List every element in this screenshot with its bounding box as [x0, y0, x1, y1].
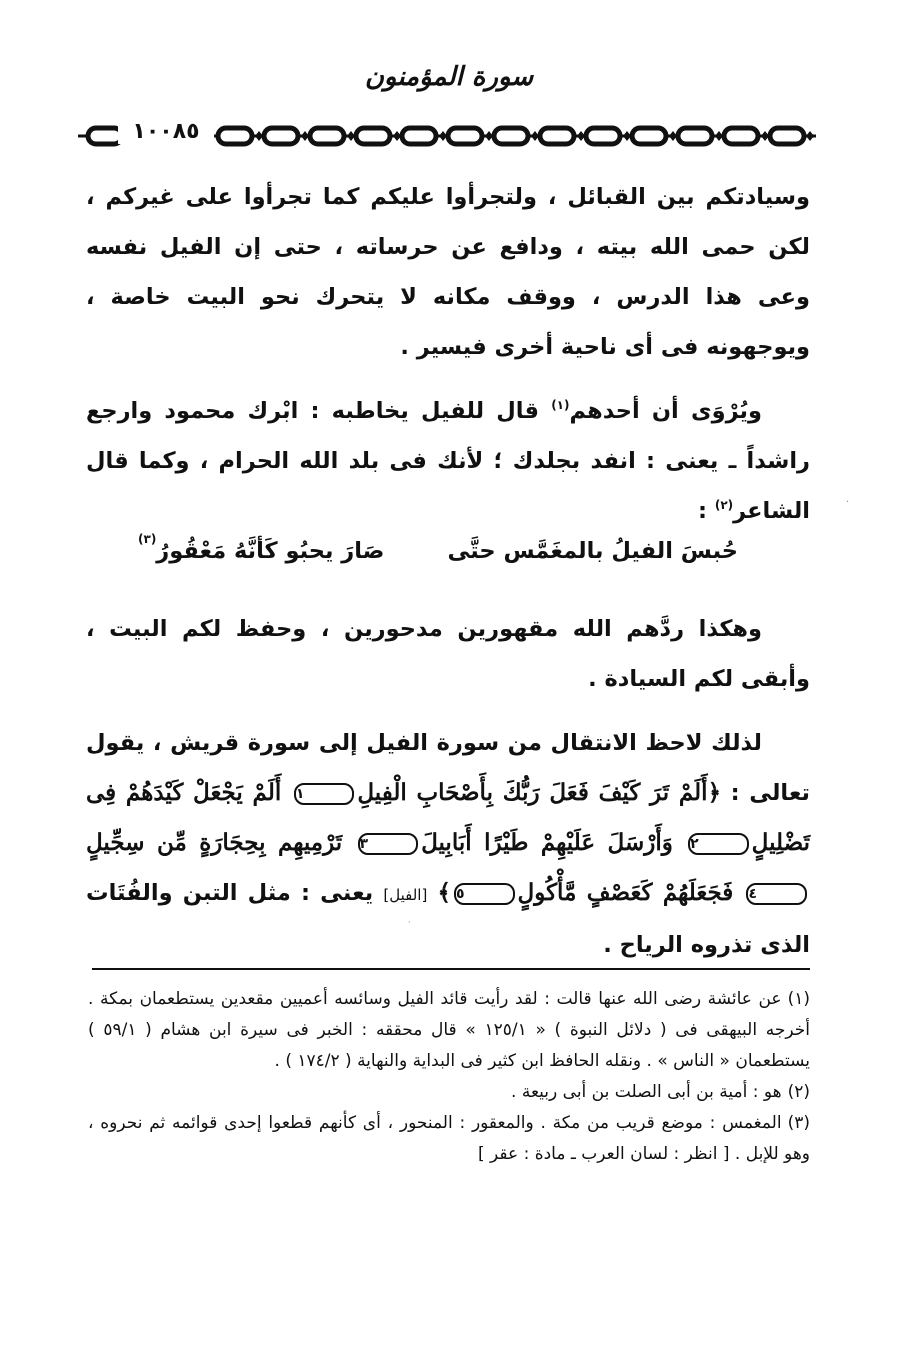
- footnote-1-text: عن عائشة رضى الله عنها قالت : لقد رأيت قائد الفيل وسائسه أعميين مقعدين يستطعمان بمكة . أخرجه البيهقى فى ( دلائل النبوة ) « ١٢٥/١ » قال محققه : الخبر فى سيرة ابن هشام ( ٥٩/١ ) يستطعمان « الناس » . ونقله الحافظ ابن كثير فى البداية والنهاية ( ١٧٤/٢ ) .: [88, 989, 810, 1071]
- paragraph-2-start: ويُرْوَى أن أحدهم: [569, 398, 762, 424]
- footnote-ref-3: (٣): [138, 532, 157, 546]
- ayah-number-1: ١: [294, 783, 355, 805]
- main-text: [86, 172, 810, 970]
- ayah-3: وَأَرْسَلَ عَلَيْهِمْ طَيْرًا أَبَابِيلَ: [421, 829, 673, 856]
- paragraph-2: [86, 386, 810, 536]
- paragraph-4-end: يعنى : مثل التبن والفُتَات الذى تذروه الرياح .: [86, 880, 810, 958]
- scan-speck: ·: [846, 497, 850, 508]
- footnote-ref-1: (١): [551, 398, 570, 412]
- paragraph-1: وسيادتكم بين القبائل ، ولتجرأوا عليكم كما تجرأوا على غيركم ، لكن حمى الله بيته ، ودافع عن حرساته ، حتى إن الفيل نفسه وعى هذا الدرس ، ووقف مكانه لا يتحرك نحو البيت خاصة ، ويوجهونه فى أى ناحية أخرى فيسير .: [86, 184, 810, 360]
- verse-second-hemistich: [138, 532, 385, 564]
- footnote-1: [88, 984, 810, 1077]
- paragraph-4-intro: لذلك لاحظ الانتقال من سورة الفيل إلى سورة قريش ، يقول تعالى :: [86, 730, 811, 806]
- quran-close-bracket: ﴾: [437, 879, 451, 906]
- paragraph-2-end: :: [697, 498, 715, 524]
- ayah-number-5: ٥: [454, 883, 515, 905]
- footnote-2-text: هو : أمية بن أبى الصلت بن أبى ربيعة .: [511, 1082, 782, 1102]
- footnotes: [88, 984, 810, 1170]
- footnote-1-number: (١): [787, 989, 810, 1009]
- ayah-5: فَجَعَلَهُمْ كَعَصْفٍ مَّأْكُولٍ: [517, 879, 734, 906]
- paragraph-4: [86, 718, 810, 970]
- footnote-3: [88, 1108, 810, 1170]
- paragraph-3: وهكذا ردَّهم الله مقهورين مدحورين ، وحفظ لكم البيت ، وأبقى لكم السيادة .: [86, 616, 810, 692]
- surah-title: سورة المؤمنون: [364, 62, 534, 92]
- scan-speck-2: ·: [408, 918, 411, 927]
- ayah-1: أَلَمْ تَرَ كَيْفَ فَعَلَ رَبُّكَ بِأَصْحَابِ الْفِيلِ: [357, 779, 708, 806]
- poetry-verse: [138, 532, 738, 564]
- page-number: ١٠٠٨٥: [118, 119, 214, 144]
- quran-open-bracket: ﴿: [707, 779, 722, 806]
- ayah-2: أَلَمْ يَجْعَلْ كَيْدَهُمْ فِى تَضْلِيلٍ: [86, 779, 810, 856]
- footnote-3-number: (٣): [787, 1113, 810, 1133]
- ayah-number-4: ٤: [746, 883, 807, 905]
- paragraph-2-middle: قال للفيل يخاطبه : ابْرك محمود وارجع راشداً ـ يعنى : انفد بجلدك ؛ لأنك فى بلد الله الحرام ، وكما قال الشاعر: [86, 398, 810, 524]
- verse-second-text: صَارَ يحبُو كَأنَّهُ مَعْقُورُ: [156, 538, 385, 564]
- footnote-3-text: المغمس : موضع قريب من مكة . والمعقور : المنحور ، أى كأنهم قطعوا إحدى قوائمه ثم نحروه ، وهو للإبل . [ انظر : لسان العرب ـ مادة : عقر ]: [88, 1113, 810, 1164]
- footnote-divider: [92, 968, 810, 970]
- footnote-2-number: (٢): [787, 1082, 810, 1102]
- footnote-2: [88, 1077, 810, 1108]
- ayah-4: تَرْمِيهِم بِحِجَارَةٍ مِّن سِجِّيلٍ: [86, 829, 343, 856]
- footnote-ref-2: (٢): [714, 498, 734, 512]
- surah-reference: [الفيل]: [383, 886, 428, 904]
- ayah-number-3: ٣: [358, 833, 419, 855]
- verse-first-hemistich: حُبسَ الفيلُ بالمغَمَّس حتَّى: [447, 538, 738, 564]
- ayah-number-2: ٢: [688, 833, 749, 855]
